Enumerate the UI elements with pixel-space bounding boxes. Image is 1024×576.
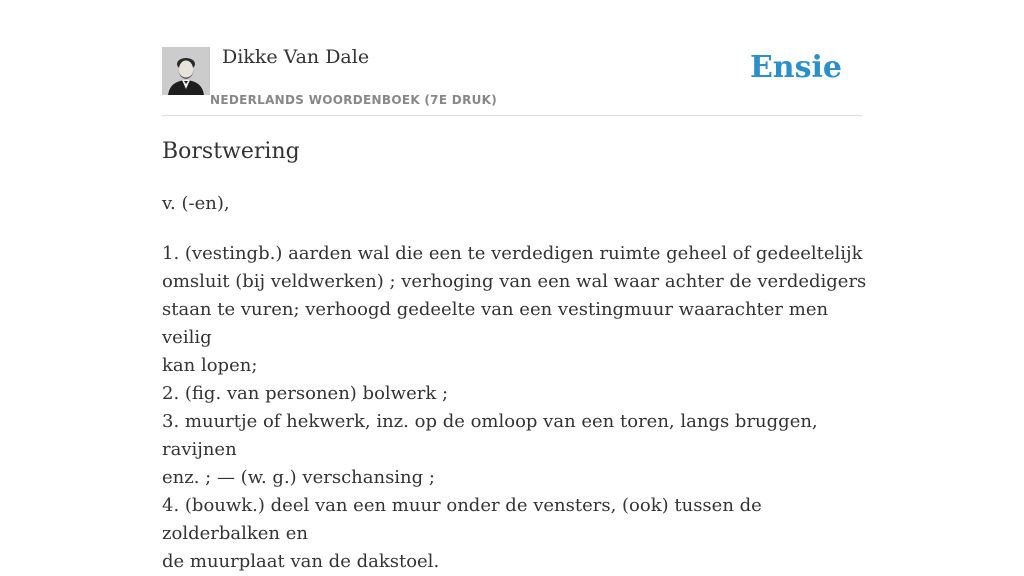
definition-line: enz. ; — (w. g.) verschansing ; (162, 467, 435, 488)
entry-grammar: v. (-en), (162, 193, 230, 214)
page-container (162, 0, 867, 572)
definition-line: 4. (bouwk.) deel van een muur onder de vensters, (ook) tussen de zolderbalken en (162, 495, 762, 544)
brand-logo[interactable]: Ensie (749, 50, 842, 85)
author-avatar[interactable] (162, 47, 210, 95)
source-label[interactable]: NEDERLANDS WOORDENBOEK (7E DRUK) (210, 93, 498, 107)
definition-line: 2. (fig. van personen) bolwerk ; (162, 383, 449, 404)
definition-line: staan te vuren; verhoogd gedeelte van een vestingmuur waarachter men veilig (162, 299, 829, 348)
author-name[interactable]: Dikke Van Dale (222, 46, 370, 68)
definition-line: 3. muurtje of hekwerk, inz. op de omloop van een toren, langs bruggen, ravijnen (162, 411, 818, 460)
header (162, 0, 862, 116)
entry-title: Borstwering (162, 139, 300, 164)
author-portrait-icon (162, 47, 210, 95)
entry-definitions (162, 240, 867, 576)
definition-line: kan lopen; (162, 355, 258, 376)
definition-line: 1. (vestingb.) aarden wal die een te verdedigen ruimte geheel of gedeeltelijk (162, 243, 863, 264)
definition-line: de muurplaat van de dakstoel. (162, 551, 440, 572)
definition-line: omsluit (bij veldwerken) ; verhoging van een wal waar achter de verdedigers (162, 271, 867, 292)
